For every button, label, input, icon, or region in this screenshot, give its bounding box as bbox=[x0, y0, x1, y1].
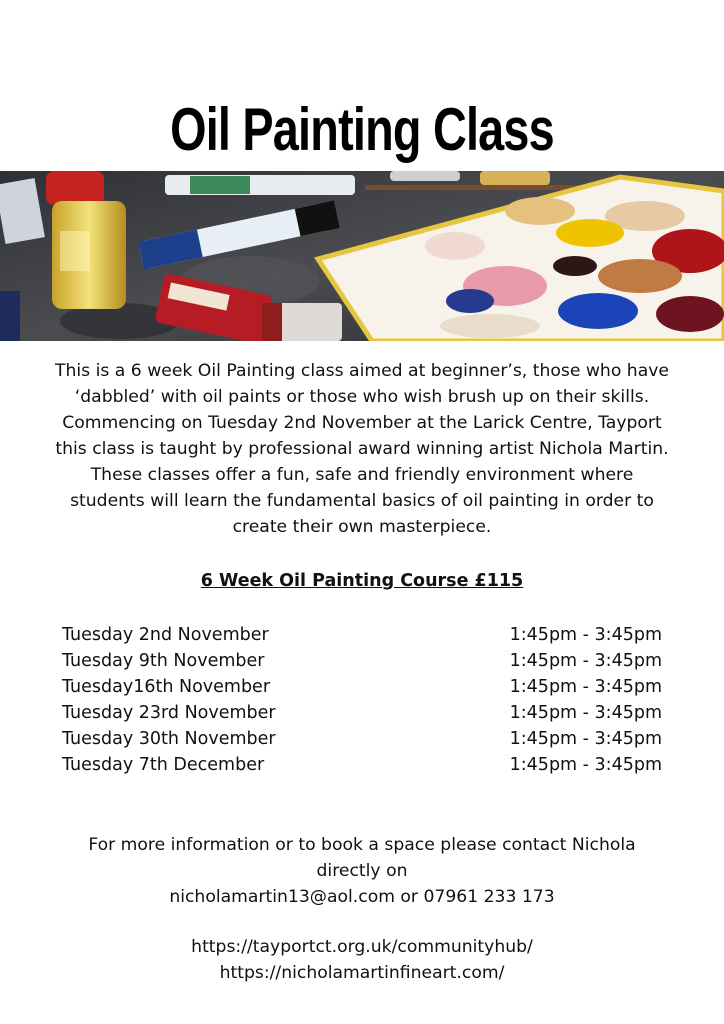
schedule-time: 1:45pm - 3:45pm bbox=[509, 651, 662, 671]
schedule-list bbox=[62, 622, 662, 778]
intro-paragraph: This is a 6 week Oil Painting class aimed at beginner’s, those who have ‘dabbled’ with oil paints or those who wish brush up on their skills. Commencing on Tuesday 2nd November at the Larick Centre, Tayport this class is taught by professional award winning artist Nichola Martin. These classes offer a fun, safe and friendly environment where students will learn the fundamental basics of oil painting in order to create their own masterpiece. bbox=[55, 361, 669, 537]
schedule-time: 1:45pm - 3:45pm bbox=[509, 729, 662, 749]
schedule-time: 1:45pm - 3:45pm bbox=[509, 703, 662, 723]
contact-line: directly on bbox=[316, 861, 408, 881]
schedule-date: Tuesday 2nd November bbox=[62, 625, 269, 645]
artist-website-link[interactable]: https://nicholamartinfineart.com/ bbox=[219, 963, 505, 983]
contact-email-phone[interactable]: nicholamartin13@aol.com or 07961 233 173 bbox=[169, 887, 555, 907]
schedule-date: Tuesday 30th November bbox=[62, 729, 276, 749]
schedule-date: Tuesday 23rd November bbox=[62, 703, 276, 723]
schedule-time: 1:45pm - 3:45pm bbox=[509, 755, 662, 775]
schedule-time: 1:45pm - 3:45pm bbox=[509, 625, 662, 645]
oil-paints-palette-image bbox=[0, 171, 724, 341]
schedule-row bbox=[62, 622, 662, 648]
schedule-row bbox=[62, 674, 662, 700]
poster-title: Oil Painting Class bbox=[170, 96, 554, 164]
course-title: 6 Week Oil Painting Course £115 bbox=[200, 571, 524, 591]
contact-line: For more information or to book a space please contact Nichola bbox=[88, 835, 636, 855]
website-links bbox=[52, 934, 672, 986]
schedule-date: Tuesday16th November bbox=[62, 677, 271, 697]
schedule-row bbox=[62, 648, 662, 674]
contact-info bbox=[52, 832, 672, 910]
schedule-row bbox=[62, 700, 662, 726]
schedule-date: Tuesday 9th November bbox=[62, 651, 265, 671]
schedule-date: Tuesday 7th December bbox=[62, 755, 265, 775]
schedule-time: 1:45pm - 3:45pm bbox=[509, 677, 662, 697]
community-hub-link[interactable]: https://tayportct.org.uk/communityhub/ bbox=[191, 937, 533, 957]
schedule-row bbox=[62, 752, 662, 778]
schedule-row bbox=[62, 726, 662, 752]
paint-banner-illustration bbox=[0, 171, 724, 341]
